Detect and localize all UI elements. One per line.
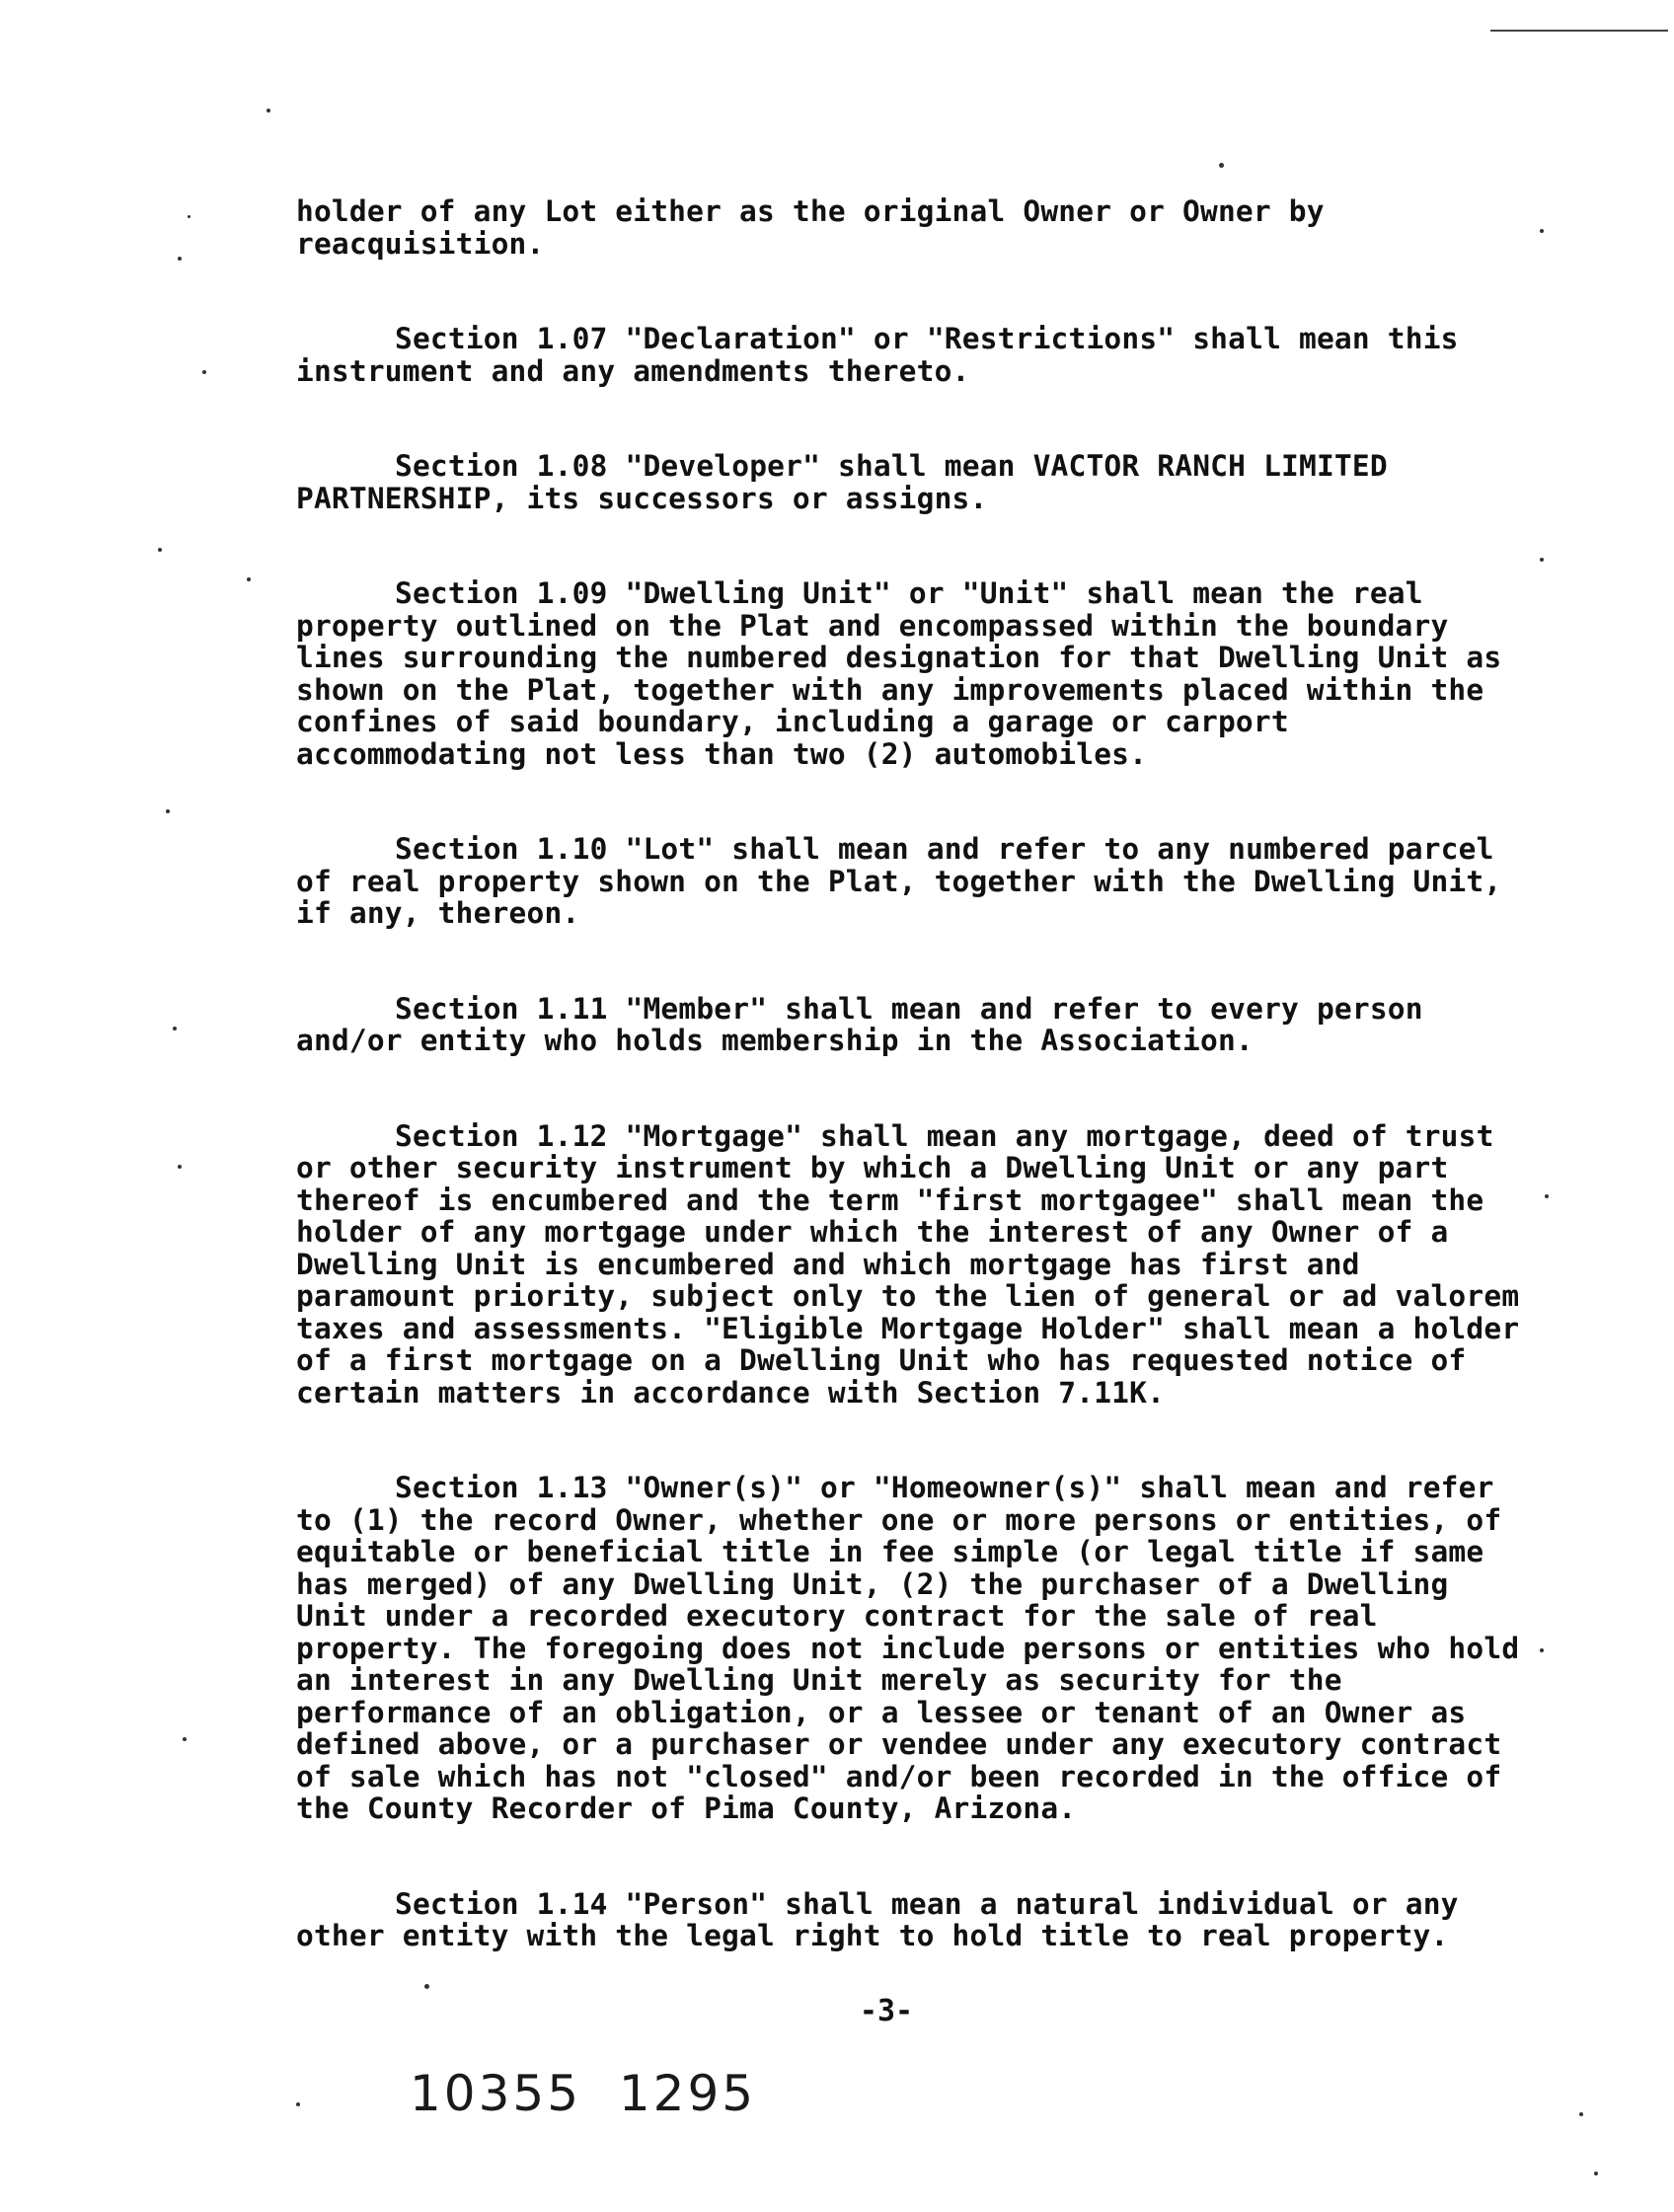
paragraph-text: Section 1.13 "Owner(s)" or "Homeowner(s)" shall mean and refer to (1) the record Owner, whether one or more persons or entities, of equitable or beneficial title in fee simple (or legal title if same has merged) of any Dwelling Unit, (2) the purchaser of a Dwelling Unit under a recorded executory contract for the sale of real property. The foregoing does not include persons or entities who hold an interest in any Dwelling Unit merely as security for the performance of an obligation, or a lessee or tenant of an Owner as defined above, or a purchaser or vendee under any executory contract of sale which has not "closed" and/or been recorded in the office of the County Recorder of Pima County, Arizona. [296, 1471, 1520, 1825]
section-1-07 [296, 323, 1520, 387]
paragraph-continuation [296, 195, 1520, 260]
paragraph-text: Section 1.07 "Declaration" or "Restrictions" shall mean this instrument and any amendments thereto. [296, 322, 1459, 388]
paragraph-text: Section 1.11 "Member" shall mean and refer to every person and/or entity who holds membership in the Association. [296, 991, 1423, 1057]
scan-speck [173, 1027, 177, 1030]
scan-speck [296, 2102, 300, 2106]
scan-speck [1579, 2112, 1583, 2116]
scan-speck [188, 215, 190, 218]
scan-speck [1540, 229, 1544, 233]
scan-speck [247, 577, 251, 581]
paragraph-text: Section 1.14 "Person" shall mean a natural individual or any other entity with the legal right to hold title to real property. [296, 1886, 1459, 1952]
section-1-13 [296, 1472, 1520, 1825]
scan-speck [1540, 558, 1544, 562]
document-body [296, 195, 1520, 2016]
section-1-14 [296, 1888, 1520, 1952]
paragraph-text: holder of any Lot either as the original Owner or Owner by reacquisition. [296, 194, 1325, 261]
page-number: -3- [859, 1994, 914, 2028]
section-1-10 [296, 833, 1520, 930]
paragraph-text: Section 1.10 "Lot" shall mean and refer to any numbered parcel of real property shown on the Plat, together with the Dwelling Unit, if any, thereon. [296, 832, 1502, 930]
scan-speck [1219, 163, 1224, 168]
scan-speck [183, 1737, 187, 1741]
scan-edge-mark [1490, 30, 1668, 32]
scan-speck [202, 370, 206, 374]
scan-speck [166, 809, 170, 813]
section-1-08 [296, 450, 1520, 514]
section-1-09 [296, 577, 1520, 770]
scan-speck [266, 109, 270, 113]
scan-speck [1540, 1648, 1544, 1652]
section-1-12 [296, 1120, 1520, 1410]
paragraph-text: Section 1.08 "Developer" shall mean VACTOR RANCH LIMITED PARTNERSHIP, its successors or assigns. [296, 449, 1388, 515]
scan-speck [178, 257, 182, 261]
section-1-11 [296, 993, 1520, 1057]
recording-number: 10355 1295 [410, 2065, 757, 2122]
paragraph-text: Section 1.12 "Mortgage" shall mean any mortgage, deed of trust or other security instrument by which a Dwelling Unit or any part thereof is encumbered and the term "first mortgagee" shall mean the holder of any mortgage under which the interest of any Owner of a Dwelling Unit is encumbered and which mortgage has first and paramount priority, subject only to the lien of general or ad valorem taxes and assessments. "Eligible Mortgage Holder" shall mean a holder of a first mortgage on a Dwelling Unit who has requested notice of certain matters in accordance with Section 7.11K. [296, 1118, 1520, 1410]
scan-speck [1545, 1194, 1549, 1198]
scan-speck [158, 548, 162, 552]
scan-speck [178, 1165, 182, 1169]
scan-speck [1594, 2172, 1598, 2175]
paragraph-text: Section 1.09 "Dwelling Unit" or "Unit" shall mean the real property outlined on the Plat and encompassed within the boundary lines surrounding the numbered designation for that Dwelling Unit as shown on the Plat, together with any improvements placed within the confines of said boundary, including a garage or carport accommodating not less than two (2) automobiles. [296, 576, 1502, 771]
